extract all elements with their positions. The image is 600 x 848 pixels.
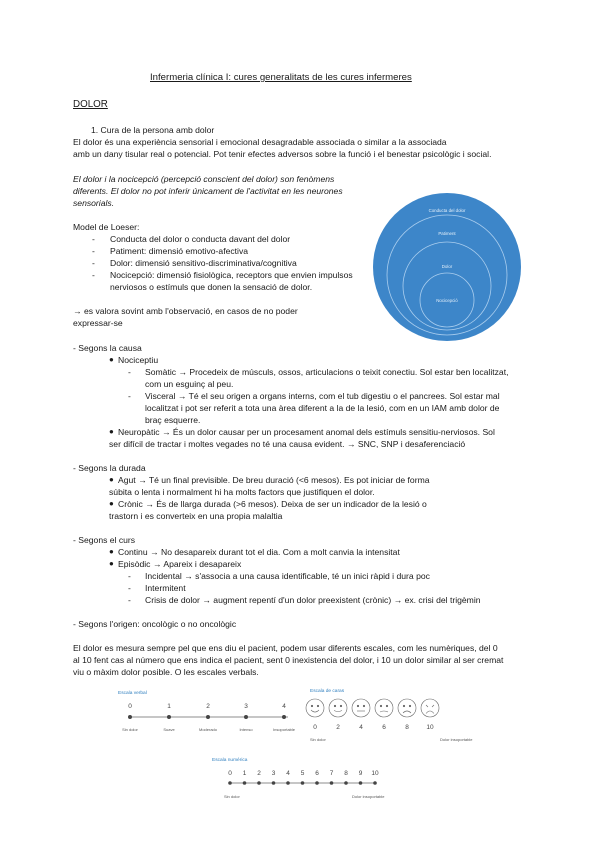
diagram-label: Patiment: [438, 231, 456, 236]
faces-scale-title: Escala de caras: [310, 689, 345, 694]
dash-bullet: -: [128, 391, 131, 401]
faces-scale-right-label: Dolor insoportable: [440, 737, 473, 742]
numeric-scale-number: 9: [358, 770, 363, 777]
visceral-line-3: braç esquerre.: [145, 415, 201, 425]
document-title: Infermeria clínica I: cures generalitats de les cures infermeres: [150, 72, 412, 83]
observation-line-1: → es valora sovint amb l'observació, en casos de no poder: [73, 306, 298, 316]
bullet-dot: ●: [109, 559, 114, 568]
agut-line-1: Agut → Té un final previsible. De breu duració (<6 mesos). Es pot iniciar de forma: [118, 475, 430, 485]
faces-scale-number: 8: [405, 724, 409, 731]
verbal-scale-number: 4: [282, 703, 286, 710]
visceral-line-2: localitzat i pot ser referit a tota una àrea diferent a la de la lesió, com en un IAM amb dolor de: [145, 403, 500, 413]
verbal-scale-label: Moderado: [198, 727, 218, 732]
nociceptiu-label: Nociceptiu: [118, 355, 159, 365]
loeser-item: Conducta del dolor o conducta davant del dolor: [110, 234, 291, 244]
verbal-scale-point: [128, 715, 132, 719]
visceral-line-1: Visceral → Té el seu origen a organs interns, com el tub digestiu o el pancrees. Sol estar mal: [145, 391, 500, 401]
faces-scale-number: 4: [359, 724, 363, 731]
measure-line-1: El dolor es mesura sempre pel que ens diu el pacient, podem usar diferents escales, com les numèriques, del 0: [73, 643, 498, 653]
agut-line-2: súbita o lenta i normalment hi ha molts factors que justifiquen el dolor.: [109, 487, 375, 497]
curs-sub-item: Incidental → s'associa a una causa identificable, té un inici ràpid i dura poc: [145, 571, 430, 581]
verbal-scale-title: Escala verbal: [118, 691, 147, 696]
loeser-item: Patiment: dimensió emotivo-afectiva: [110, 246, 249, 256]
dash-bullet: -: [92, 258, 95, 268]
numeric-scale-number: 8: [344, 770, 348, 777]
numeric-scale-number: 1: [242, 770, 247, 777]
diagram-label: Conducta del dolor: [428, 208, 466, 213]
face-8-icon: [398, 699, 416, 717]
loeser-heading: Model de Loeser:: [73, 222, 140, 232]
bullet-dot: ●: [109, 499, 114, 508]
cronic-line-1: Crònic → És de llarga durada (>6 mesos). Deixa de ser un indicador de la lesió o: [118, 499, 427, 509]
verbal-scale-point: [206, 715, 210, 719]
subsection-heading: 1. Cura de la persona amb dolor: [91, 125, 215, 135]
dash-bullet: -: [128, 571, 131, 581]
numeric-scale-point: [257, 781, 261, 785]
numeric-scale-number: 0: [228, 770, 232, 777]
origen-line: - Segons l'origen: oncològic o no oncològic: [73, 619, 237, 629]
face-0-icon: [306, 699, 324, 717]
episodic-line: Episòdic → Apareix i desapareix: [118, 559, 242, 569]
diagram-label: Dolor: [441, 264, 453, 269]
numeric-scale-point: [315, 781, 319, 785]
dash-bullet: -: [92, 234, 95, 244]
numeric-scale-number: 3: [271, 770, 276, 777]
face-10-icon: [421, 699, 439, 717]
numeric-scale-point: [243, 781, 247, 785]
numeric-scale-number: 10: [371, 770, 379, 777]
bullet-dot: ●: [109, 427, 114, 436]
quote-line-3: sensorials.: [73, 198, 115, 208]
durada-heading: - Segons la durada: [73, 463, 146, 473]
observation-line-2: expressar-se: [73, 318, 123, 328]
numeric-scale-number: 2: [257, 770, 261, 777]
curs-sub-item: Crisis de dolor → augment repentí d'un dolor preexistent (crònic) → ex. crisi del trigèmin: [145, 595, 481, 605]
causa-heading: - Segons la causa: [73, 343, 142, 353]
curs-sub-item: Intermitent: [145, 583, 186, 593]
continu-line: Continu → No desapareix durant tot el dia. Com a molt canvia la intensitat: [118, 547, 400, 557]
numeric-scale-left-label: Sin dolor: [224, 794, 240, 799]
numeric-scale-number: 4: [286, 770, 290, 777]
numeric-scale-point: [272, 781, 276, 785]
neuropatic-line-1: Neuropàtic → És un dolor causar per un procesament anomal dels estímuls sensitiu-nerviosos. Sol: [118, 427, 495, 437]
section-heading: DOLOR: [73, 99, 108, 110]
verbal-scale-label: Sin dolor: [122, 727, 138, 732]
face-6-icon: [375, 699, 393, 717]
verbal-scale-label: Intenso: [239, 727, 253, 732]
faces-scale: [300, 684, 530, 744]
dash-bullet: -: [128, 595, 131, 605]
numeric-scale-number: 6: [315, 770, 319, 777]
verbal-scale-number: 1: [167, 703, 171, 710]
numeric-scale-point: [301, 781, 305, 785]
numeric-scale-point: [228, 781, 232, 785]
cronic-line-2: trastorn i es converteix en una propia malaltia: [109, 511, 283, 521]
verbal-scale-number: 2: [206, 703, 210, 710]
measure-line-2: al 10 fent cas al número que ens indica el pacient, sent 0 inexistencia del dolor, i 10 un dolor similar al ser cremat: [73, 655, 504, 665]
quote-line-2: diferents. El dolor no pot inferir únicament de l'activitat en les neurones: [73, 186, 343, 196]
faces-scale-number: 2: [336, 724, 340, 731]
dash-bullet: -: [128, 367, 131, 377]
diagram-label: Nocicepció: [436, 298, 458, 303]
face-4-icon: [352, 699, 370, 717]
numeric-scale-title: Escala numérica: [212, 758, 248, 763]
quote-line-1: El dolor i la nocicepció (percepció conscient del dolor) son fenòmens: [73, 174, 335, 184]
verbal-scale-point: [167, 715, 171, 719]
numeric-scale-point: [344, 781, 348, 785]
loeser-item-continued: nerviosos o estímuls que donen la sensació de dolor.: [110, 282, 313, 292]
faces-scale-number: 6: [382, 724, 386, 731]
bullet-dot: ●: [109, 355, 114, 364]
bullet-dot: ●: [109, 475, 114, 484]
verbal-scale-point: [282, 715, 286, 719]
verbal-scale-number: 0: [128, 703, 132, 710]
numeric-scale-point: [359, 781, 363, 785]
faces-scale-left-label: Sin dolor: [310, 737, 326, 742]
bullet-dot: ●: [109, 547, 114, 556]
faces-scale-number: 0: [313, 724, 317, 731]
verbal-scale-label: Suave: [163, 727, 175, 732]
faces-scale-number: 10: [426, 724, 434, 731]
dash-bullet: -: [128, 583, 131, 593]
face-2-icon: [329, 699, 347, 717]
dash-bullet: -: [92, 246, 95, 256]
verbal-scale-label: Insoportable: [272, 727, 296, 732]
verbal-scale-point: [244, 715, 248, 719]
numeric-scale-point: [373, 781, 377, 785]
numeric-scale-number: 5: [300, 770, 305, 777]
neuropatic-line-2: ser difícil de tractar i moltes vegades no té una causa evident. → SNC, SNP i desaferenciació: [109, 439, 466, 449]
loeser-diagram: [372, 192, 522, 342]
loeser-item: Nocicepció: dimensió fisiològica, receptors que envien impulsos: [110, 270, 353, 280]
numeric-scale-number: 7: [329, 770, 334, 777]
verbal-scale-number: 3: [244, 703, 248, 710]
numeric-scale-point: [286, 781, 290, 785]
definition-line-1: El dolor és una experiència sensorial i emocional desagradable associada o similar a la associada: [73, 137, 447, 147]
numeric-scale: [200, 754, 415, 804]
measure-line-3: viu o màxim dolor posible. O les escales verbals.: [73, 667, 259, 677]
loeser-item: Dolor: dimensió sensitivo-discriminativa/cognitiva: [110, 258, 297, 268]
somatic-line-1: Somàtic → Procedeix de músculs, ossos, articulacions o teixit conectiu. Sol estar ben localitzat,: [145, 367, 509, 377]
curs-heading: - Segons el curs: [73, 535, 136, 545]
somatic-line-2: com un esguinç al peu.: [145, 379, 234, 389]
verbal-scale: [110, 688, 325, 738]
numeric-scale-point: [330, 781, 334, 785]
definition-line-2: amb un dany tisular real o potencial. Pot tenir efectes adversos sobre la funció i el benestar psicològic i social.: [73, 149, 492, 159]
dash-bullet: -: [92, 270, 95, 280]
numeric-scale-right-label: Dolor insoportable: [352, 794, 385, 799]
